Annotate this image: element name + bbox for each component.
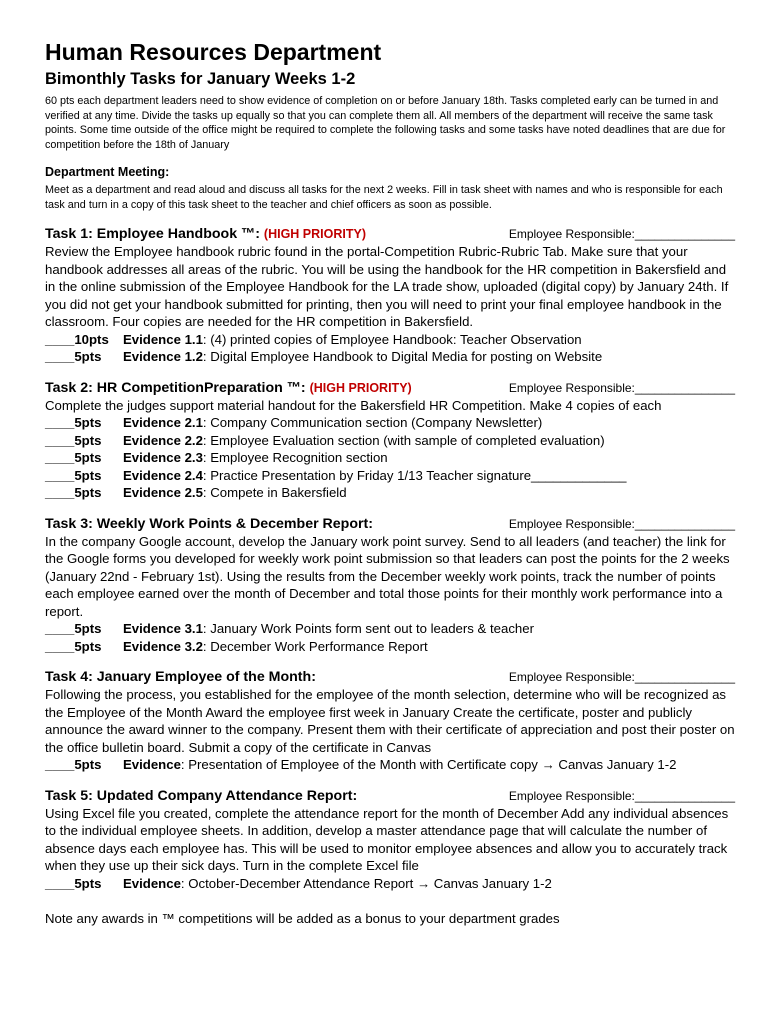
task-description: In the company Google account, develop the January work point survey. Send to all leaders (and teacher) the link for the Google forms you developed for weekly work point submission so that leaders can post the points for the 2 weeks (January 22nd - February 1st). Using the results from the December weekly work points, track the number of points each employee earned over the month of December and total those points for their monthly work performance into a report. — [45, 533, 730, 619]
evidence-text: : Company Communication section (Company Newsletter) — [202, 415, 543, 430]
task-description: Following the process, you established for the employee of the month selection, determine who will be recognized as the Employee of the Month Award the employee first week in January Create the certificate, poster and publicly announce the award winner to the company. Present them with their certificate of appreciation and post their poster on the office bulletin board. Submit a copy of the certificate in Canvas — [45, 687, 735, 755]
task-header — [45, 379, 735, 397]
task-description: Using Excel file you created, complete the attendance report for the month of December Add any individual absences to the individual employee sheets. In addition, develop a master attendance page that will calculate the number of absence days each employee has. This will be used to monitor employee absences and allow you to accurately track when they use up their sick days. Turn in the complete Excel file — [45, 805, 729, 873]
points-blank: ____5pts — [45, 415, 102, 430]
evidence-label: Evidence — [123, 757, 181, 772]
evidence-text: : Presentation of Employee of the Month with Certificate copy → Canvas January 1-2 — [180, 757, 677, 772]
priority-label: (HIGH PRIORITY) — [263, 227, 366, 241]
evidence-text: : Employee Evaluation section (with sample of completed evaluation) — [202, 432, 605, 448]
evidence-row — [45, 638, 735, 656]
points-blank: ____5pts — [45, 621, 102, 636]
employee-responsible-field: Employee Responsible:_______________ — [508, 380, 735, 395]
task-4 — [45, 668, 735, 774]
employee-responsible-field: Employee Responsible:_______________ — [508, 670, 735, 684]
meeting-heading: Department Meeting: — [45, 165, 170, 179]
evidence-text: : January Work Points form sent out to leaders & teacher — [202, 621, 534, 636]
points-blank: ____5pts — [45, 875, 102, 891]
points-blank: ____10pts — [45, 331, 109, 347]
task-header — [45, 225, 735, 243]
evidence-row — [45, 449, 735, 467]
evidence-row — [45, 756, 735, 774]
task-title — [45, 379, 412, 397]
points-blank: ____5pts — [45, 432, 102, 448]
employee-responsible-field: Employee Responsible:_______________ — [508, 516, 735, 531]
evidence-text: : Compete in Bakersfield — [202, 485, 347, 500]
points-blank: ____5pts — [45, 450, 102, 465]
evidence-row — [45, 620, 735, 638]
points-blank: ____5pts — [45, 757, 102, 772]
page-title: Human Resources Department — [45, 39, 382, 65]
task-description: Complete the judges support material handout for the Bakersfield HR Competition. Make 4 copies of each — [45, 397, 662, 413]
task-title: Task 3: Weekly Work Points & December Report: — [45, 515, 373, 532]
evidence-label: Evidence 2.1 — [123, 415, 203, 430]
evidence-label: Evidence 1.1 — [123, 331, 203, 347]
evidence-text: : (4) printed copies of Employee Handbook: Teacher Observation — [202, 331, 582, 347]
evidence-label: Evidence 3.2 — [123, 638, 203, 654]
task-description: Review the Employee handbook rubric found in the portal-Competition Rubric-Rubric Tab. Make sure that your handbook addresses all areas of the rubric. You will be using the handbook for the HR competition in Bakersfield and in the online submission of the Employee Handbook for the LA trade show, uploaded (digital copy) by January 24th. If you did not get your handbook submitted for printing, then you will need to print your final employee handbook in the classroom. Four copies are needed for the HR competition in Bakersfield. — [45, 244, 729, 329]
task-header — [45, 787, 735, 805]
evidence-text: : Digital Employee Handbook to Digital Media for posting on Website — [202, 349, 603, 364]
evidence-row — [45, 467, 735, 485]
employee-responsible-field: Employee Responsible:_______________ — [508, 788, 735, 803]
task-header — [45, 668, 735, 686]
evidence-label: Evidence 2.4 — [123, 467, 203, 483]
points-blank: ____5pts — [45, 467, 102, 483]
points-blank: ____5pts — [45, 485, 102, 500]
page-subtitle: Bimonthly Tasks for January Weeks 1-2 — [45, 70, 356, 88]
task-header — [45, 515, 735, 533]
evidence-label: Evidence 2.2 — [123, 432, 203, 448]
task-2 — [45, 379, 735, 502]
task-title — [45, 225, 366, 243]
evidence-row — [45, 414, 735, 432]
intro-paragraph: 60 pts each department leaders need to show evidence of completion on or before January 18th. Tasks completed early can be turned in and verified at any time. Divide the tasks up equally so that you can complete them all. All members of the department will receive the same task points. Some time outside of the office might be required to complete the following tasks and some tasks have noted deadlines that are due for competition before the 18th of January — [45, 95, 726, 151]
task-3 — [45, 515, 735, 656]
evidence-row — [45, 484, 735, 502]
evidence-label: Evidence 1.2 — [123, 349, 203, 364]
evidence-row — [45, 331, 735, 349]
evidence-row — [45, 875, 735, 893]
points-blank: ____5pts — [45, 638, 102, 654]
evidence-label: Evidence 2.5 — [123, 485, 203, 500]
document-page — [45, 38, 735, 928]
employee-responsible-field: Employee Responsible:_______________ — [508, 227, 735, 241]
meeting-paragraph: Meet as a department and read aloud and discuss all tasks for the next 2 weeks. Fill in task sheet with names and who is responsible for each task and turn in a copy of this task sheet to the teacher and chief officers as soon as possible. — [45, 184, 723, 211]
evidence-text: : December Work Performance Report — [202, 638, 428, 654]
evidence-label: Evidence 3.1 — [123, 621, 203, 636]
task-1 — [45, 225, 735, 366]
bonus-note: Note any awards in ™ competitions will be added as a bonus to your department grades — [45, 911, 560, 926]
evidence-label: Evidence 2.3 — [123, 450, 203, 465]
evidence-text: : Practice Presentation by Friday 1/13 Teacher signature_____________ — [202, 467, 627, 483]
evidence-text: : Employee Recognition section — [202, 450, 388, 465]
evidence-row — [45, 348, 735, 366]
points-blank: ____5pts — [45, 349, 102, 364]
priority-label: (HIGH PRIORITY) — [309, 380, 412, 395]
evidence-text: : October-December Attendance Report → Canvas January 1-2 — [180, 875, 552, 891]
task-title: Task 5: Updated Company Attendance Report: — [45, 787, 358, 804]
task-title-text: Task 2: HR CompetitionPreparation ™: — [45, 379, 310, 396]
evidence-label: Evidence — [123, 875, 181, 891]
task-title: Task 4: January Employee of the Month: — [45, 669, 316, 685]
evidence-row — [45, 432, 735, 450]
task-5 — [45, 787, 735, 893]
task-title-text: Task 1: Employee Handbook ™: — [45, 226, 264, 242]
